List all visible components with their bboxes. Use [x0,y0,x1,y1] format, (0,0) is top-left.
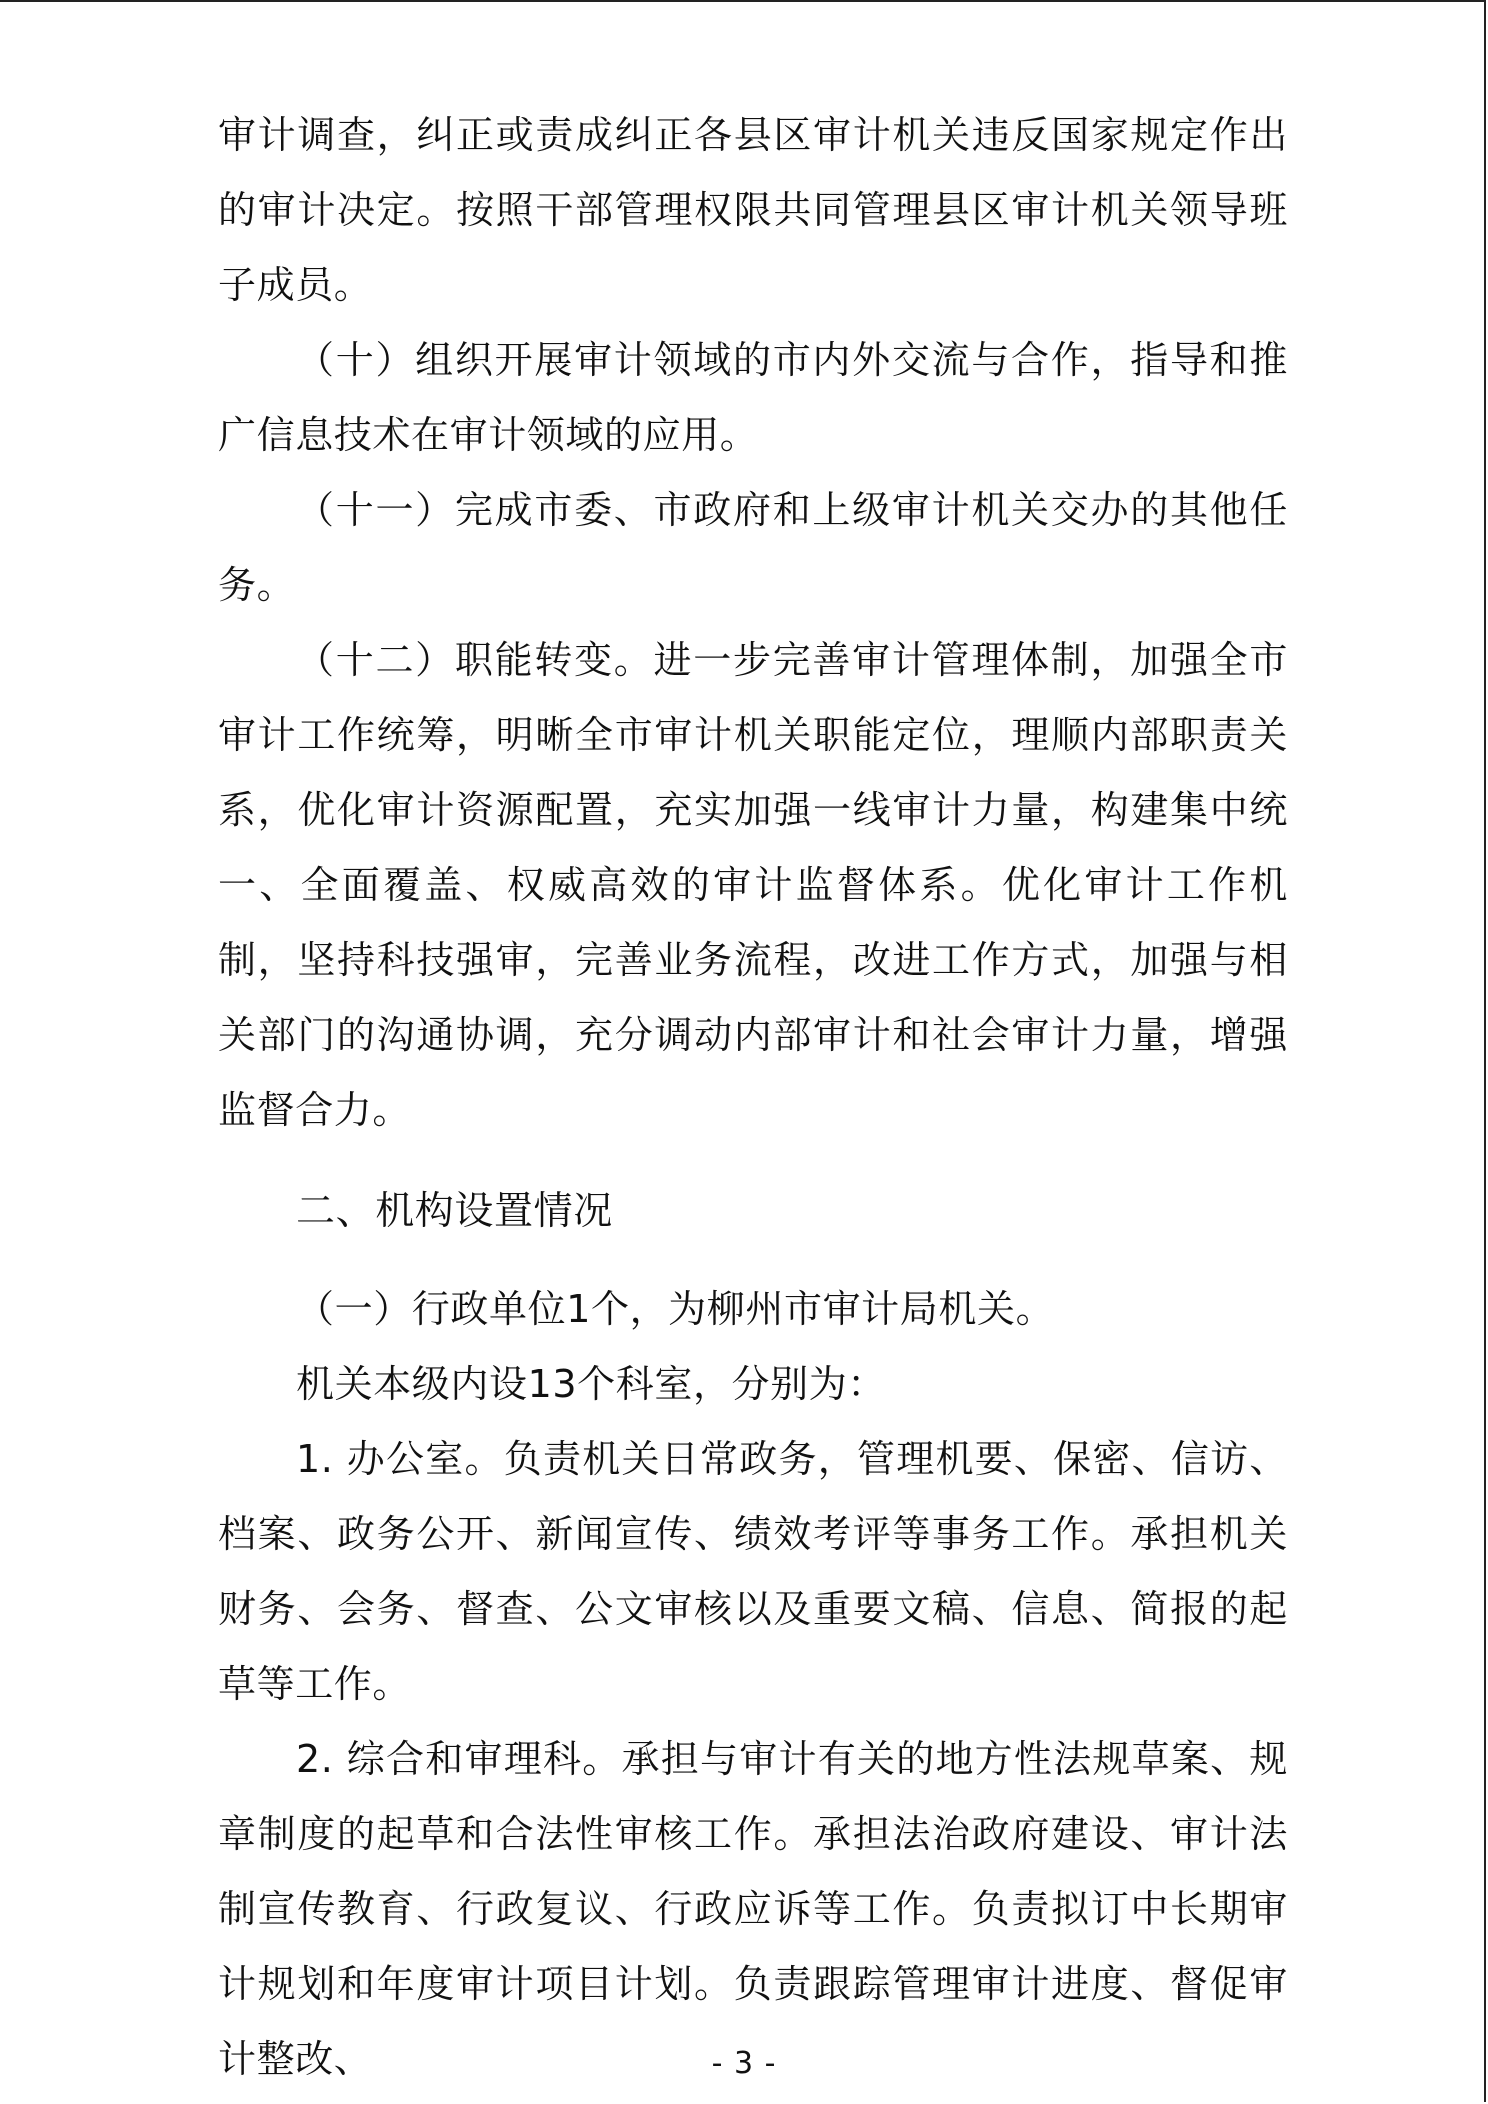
paragraph-office: 1. 办公室。负责机关日常政务，管理机要、保密、信访、档案、政务公开、新闻宣传、绩效考评等事务工作。承担机关财务、会务、督查、公文审核以及重要文稿、信息、简报的起草等工作。 [218,1437,1288,1706]
paragraph-item-12: （十二）职能转变。进一步完善审计管理体制，加强全市审计工作统筹，明晰全市审计机关职能定位，理顺内部职责关系，优化审计资源配置，充实加强一线审计力量，构建集中统一、全面覆盖、权威高效的审计监督体系。优化审计工作机制，坚持科技强审，完善业务流程，改进工作方式，加强与相关部门的沟通协调，充分调动内部审计和社会审计力量，增强监督合力。 [218,638,1288,1132]
paragraph-departments: 机关本级内设13个科室，分别为： [296,1362,886,1406]
paragraph-admin-unit: （一）行政单位1个，为柳州市审计局机关。 [296,1287,1055,1331]
paragraph-comprehensive: 2. 综合和审理科。承担与审计有关的地方性法规草案、规章制度的起草和合法性审核工作。承担法治政府建设、审计法制宣传教育、行政复议、行政应诉等工作。负责拟订中长期审计规划和年度审计项目计划。负责跟踪管理审计进度、督促审计整改、 [218,1737,1288,2081]
page-number: - 3 - [711,2046,777,2081]
paragraph-item-10: （十）组织开展审计领域的市内外交流与合作，指导和推广信息技术在审计领域的应用。 [218,338,1288,457]
paragraph-continuation: 审计调查，纠正或责成纠正各县区审计机关违反国家规定作出的审计决定。按照干部管理权限共同管理县区审计机关领导班子成员。 [218,113,1288,307]
document-body [218,98,1288,2097]
section-heading: 二、机构设置情况 [296,1189,613,1234]
paragraph-item-11: （十一）完成市委、市政府和上级审计机关交办的其他任务。 [218,488,1288,607]
